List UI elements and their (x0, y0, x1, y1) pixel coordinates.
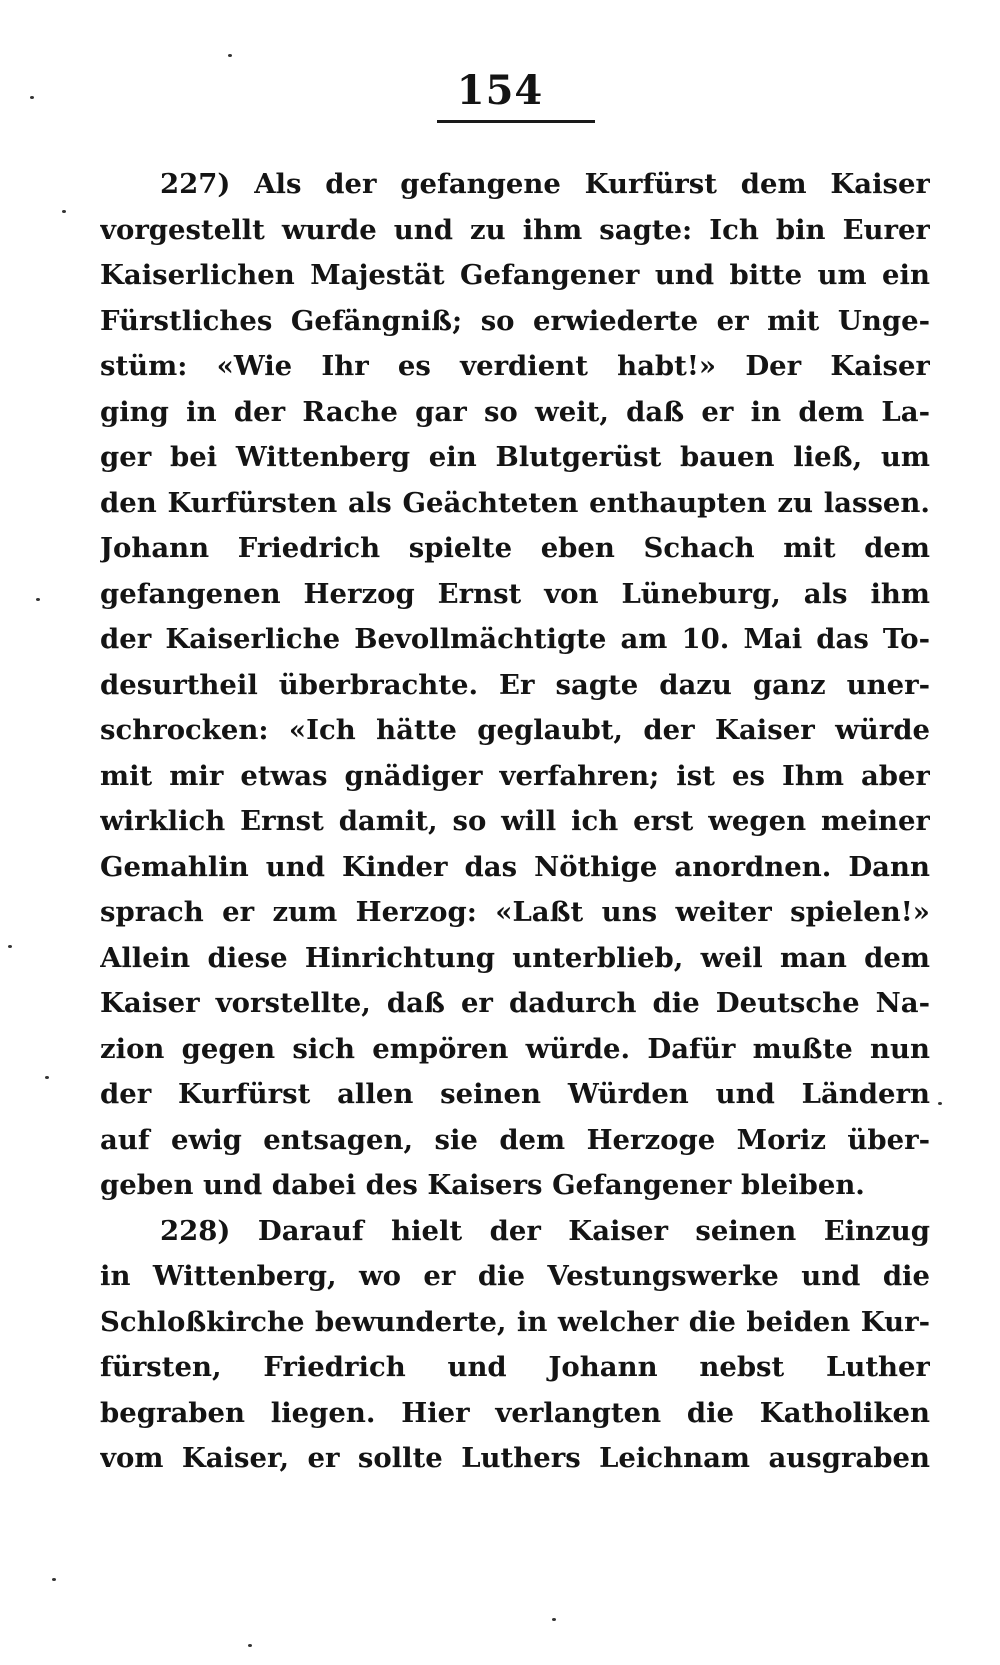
text-line: 228) Darauf hielt der Kaiser seinen Einzug (160, 1214, 930, 1247)
text-line: Schloßkirche bewunderte, in welcher die beiden Kur- (100, 1305, 930, 1338)
text-line: schrocken: «Ich hätte geglaubt, der Kaiser würde (100, 714, 930, 746)
header-rule (437, 120, 595, 123)
text-line: Johann Friedrich spielte eben Schach mit dem (100, 532, 930, 564)
scan-speck (228, 54, 232, 57)
text-line: 227) Als der gefangene Kurfürst dem Kaiser (160, 168, 930, 200)
text-line: ger bei Wittenberg ein Blutgerüst bauen ließ, um (100, 441, 930, 473)
text-line: mit mir etwas gnädiger verfahren; ist es Ihm aber (100, 759, 930, 792)
text-line: Kaiserlichen Majestät Gefangener und bitte um ein (100, 259, 930, 291)
scan-speck (30, 96, 34, 99)
text-line: vom Kaiser, er sollte Luthers Leichnam ausgraben (100, 1442, 930, 1474)
page-number: 154 (456, 67, 544, 114)
text-line: geben und dabei des Kaisers Gefangener bleiben. (100, 1169, 865, 1201)
scan-speck (248, 1644, 252, 1647)
scan-speck (8, 945, 12, 948)
text-line: wirklich Ernst damit, so will ich erst wegen meiner (100, 805, 930, 837)
scan-speck (552, 1618, 556, 1621)
scan-speck (36, 598, 40, 601)
text-line: der Kurfürst allen seinen Würden und Ländern (100, 1078, 930, 1110)
text-line: vorgestellt wurde und zu ihm sagte: Ich bin Eurer (100, 213, 930, 246)
scan-speck (62, 210, 66, 213)
text-line: Kaiser vorstellte, daß er dadurch die Deutsche Na- (100, 987, 930, 1019)
text-line: Allein diese Hinrichtung unterblieb, weil man dem (100, 941, 930, 974)
scan-speck (45, 1076, 49, 1079)
text-line: desurtheil überbrachte. Er sagte dazu ganz uner- (100, 668, 930, 701)
scan-speck (938, 1102, 942, 1105)
text-line: begraben liegen. Hier verlangten die Katholiken (100, 1396, 930, 1429)
text-line: ging in der Rache gar so weit, daß er in dem La- (100, 395, 930, 428)
scan-speck (52, 1578, 56, 1581)
text-line: Fürstliches Gefängniß; so erwiederte er mit Unge- (100, 304, 930, 337)
text-line: zion gegen sich empören würde. Dafür mußte nun (100, 1032, 930, 1065)
text-line: sprach er zum Herzog: «Laßt uns weiter spielen!» (100, 896, 930, 928)
text-line: in Wittenberg, wo er die Vestungswerke und die (100, 1260, 930, 1292)
text-line: stüm: «Wie Ihr es verdient habt!» Der Kaiser (100, 350, 930, 382)
text-line: gefangenen Herzog Ernst von Lüneburg, als ihm (100, 577, 930, 610)
text-line: auf ewig entsagen, sie dem Herzoge Moriz über- (100, 1123, 930, 1156)
text-line: fürsten, Friedrich und Johann nebst Luther (100, 1351, 930, 1383)
text-line: Gemahlin und Kinder das Nöthige anordnen. Dann (100, 850, 930, 883)
text-line: den Kurfürsten als Geächteten enthaupten zu lassen. (100, 486, 930, 519)
text-line: der Kaiserliche Bevollmächtigte am 10. Mai das To- (100, 623, 930, 655)
